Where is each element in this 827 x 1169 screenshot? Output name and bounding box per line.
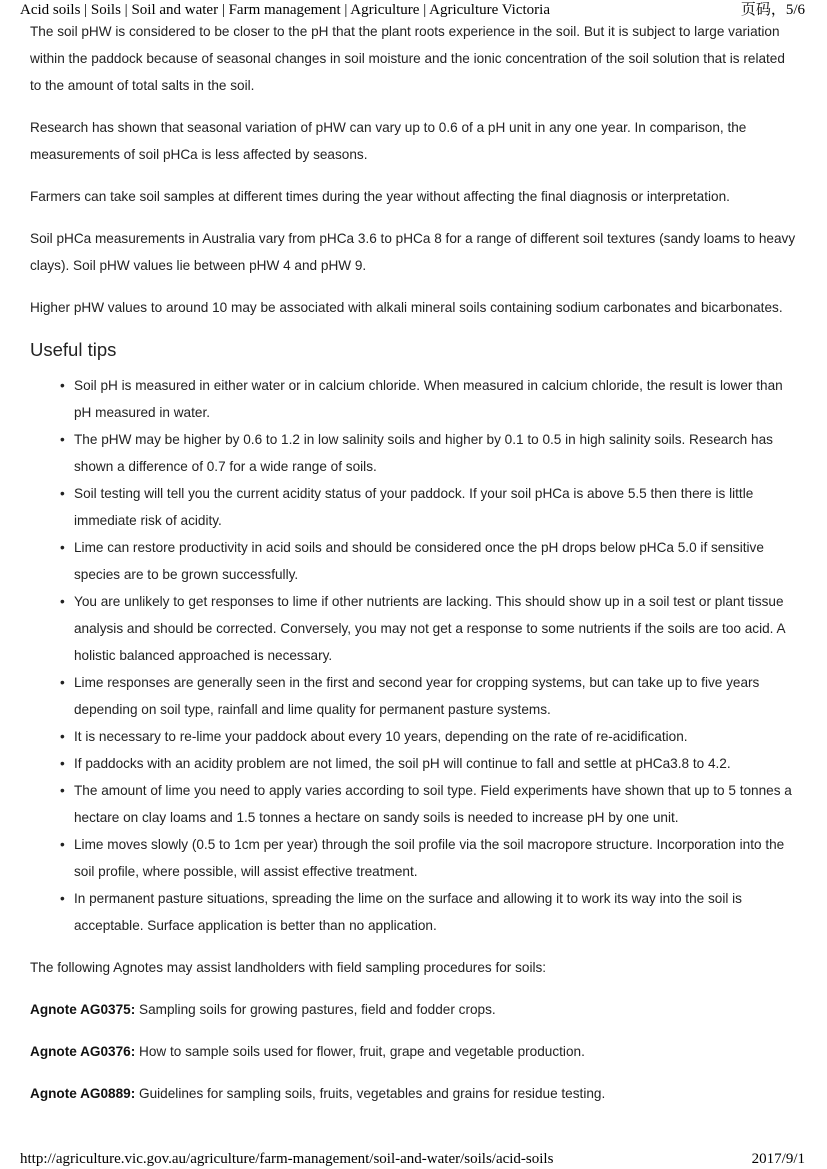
agnote-ag0376 [30,1038,800,1065]
agnote-code: Agnote AG0375: [30,1002,136,1017]
list-item-text: Lime can restore productivity in acid soils and should be considered once the pH drops below pHCa 5.0 if sensitive species are to be grown successfully. [74,540,764,582]
list-item-text: Lime responses are generally seen in the first and second year for cropping systems, but can take up to five years depending on soil type, rainfall and lime quality for permanent pasture systems. [74,675,760,717]
list-item [30,480,800,534]
useful-tips-list [30,372,800,939]
agnote-code: Agnote AG0889: [30,1086,136,1101]
print-header [20,0,805,20]
bullet-icon: • [60,432,65,447]
list-item-text: Soil testing will tell you the current acidity status of your paddock. If your soil pHCa is above 5.5 then there is little immediate risk of acidity. [74,486,754,528]
list-item-text: You are unlikely to get responses to lime if other nutrients are lacking. This should show up in a soil test or plant tissue analysis and should be corrected. Conversely, you may not get a response to some nutrients if the soils are too acid. A holistic balanced approached is necessary. [74,594,785,663]
bullet-icon: • [60,891,65,906]
bullet-icon: • [60,729,65,744]
list-item-text: It is necessary to re-lime your paddock about every 10 years, depending on the rate of re-acidification. [74,729,688,744]
agnote-code: Agnote AG0376: [30,1044,136,1059]
print-header-page-number: 页码，5/6 [740,2,805,18]
list-item [30,750,800,777]
list-item-text: Soil pH is measured in either water or in calcium chloride. When measured in calcium chloride, the result is lower than pH measured in water. [74,378,783,420]
list-item [30,372,800,426]
paragraph: Farmers can take soil samples at different times during the year without affecting the final diagnosis or interpretation. [30,189,730,204]
bullet-icon: • [60,540,65,555]
print-footer-url: http://agriculture.vic.gov.au/agriculture/farm-management/soil-and-water/soils/acid-soils [20,1151,554,1167]
list-item-text: The pHW may be higher by 0.6 to 1.2 in low salinity soils and higher by 0.1 to 0.5 in high salinity soils. Research has shown a difference of 0.7 for a wide range of soils. [74,432,773,474]
article-content [30,18,800,1122]
list-item [30,831,800,885]
print-header-title: Acid soils | Soils | Soil and water | Farm management | Agriculture | Agriculture Victoria [20,2,550,18]
bullet-icon: • [60,378,65,393]
list-item-text: If paddocks with an acidity problem are not limed, the soil pH will continue to fall and settle at pHCa3.8 to 4.2. [74,756,731,771]
print-footer-date: 2017/9/1 [751,1151,805,1167]
agnote-description: How to sample soils used for flower, fruit, grape and vegetable production. [135,1044,585,1059]
bullet-icon: • [60,675,65,690]
print-footer [20,1149,805,1169]
bullet-icon: • [60,756,65,771]
list-item [30,777,800,831]
agnote-ag0375 [30,996,800,1023]
list-item [30,669,800,723]
list-item [30,426,800,480]
agnote-ag0889 [30,1080,800,1107]
bullet-icon: • [60,783,65,798]
bullet-icon: • [60,486,65,501]
agnote-description: Guidelines for sampling soils, fruits, vegetables and grains for residue testing. [135,1086,606,1101]
list-item [30,723,800,750]
agnotes-intro: The following Agnotes may assist landholders with field sampling procedures for soils: [30,960,547,975]
paragraph: The soil pHW is considered to be closer to the pH that the plant roots experience in the soil. But it is subject to large variation within the paddock because of seasonal changes in soil moisture and the ionic concentration of the soil solution that is related to the amount of total salts in the soil. [30,24,785,93]
list-item-text: In permanent pasture situations, spreading the lime on the surface and allowing it to work its way into the soil is acceptable. Surface application is better than no application. [74,891,742,933]
bullet-icon: • [60,837,65,852]
list-item [30,588,800,669]
list-item [30,885,800,939]
paragraph: Soil pHCa measurements in Australia vary from pHCa 3.6 to pHCa 8 for a range of different soil textures (sandy loams to heavy clays). Soil pHW values lie between pHW 4 and pHW 9. [30,231,796,273]
list-item-text: The amount of lime you need to apply varies according to soil type. Field experiments have shown that up to 5 tonnes a hectare on clay loams and 1.5 tonnes a hectare on sandy soils is needed to increase pH by one unit. [74,783,792,825]
agnote-description: Sampling soils for growing pastures, field and fodder crops. [135,1002,496,1017]
paragraph: Higher pHW values to around 10 may be associated with alkali mineral soils containing sodium carbonates and bicarbonates. [30,300,783,315]
useful-tips-heading: Useful tips [30,339,117,360]
list-item [30,534,800,588]
list-item-text: Lime moves slowly (0.5 to 1cm per year) through the soil profile via the soil macropore structure. Incorporation into the soil profile, where possible, will assist effective treatment. [74,837,785,879]
bullet-icon: • [60,594,65,609]
paragraph: Research has shown that seasonal variation of pHW can vary up to 0.6 of a pH unit in any one year. In comparison, the measurements of soil pHCa is less affected by seasons. [30,120,747,162]
